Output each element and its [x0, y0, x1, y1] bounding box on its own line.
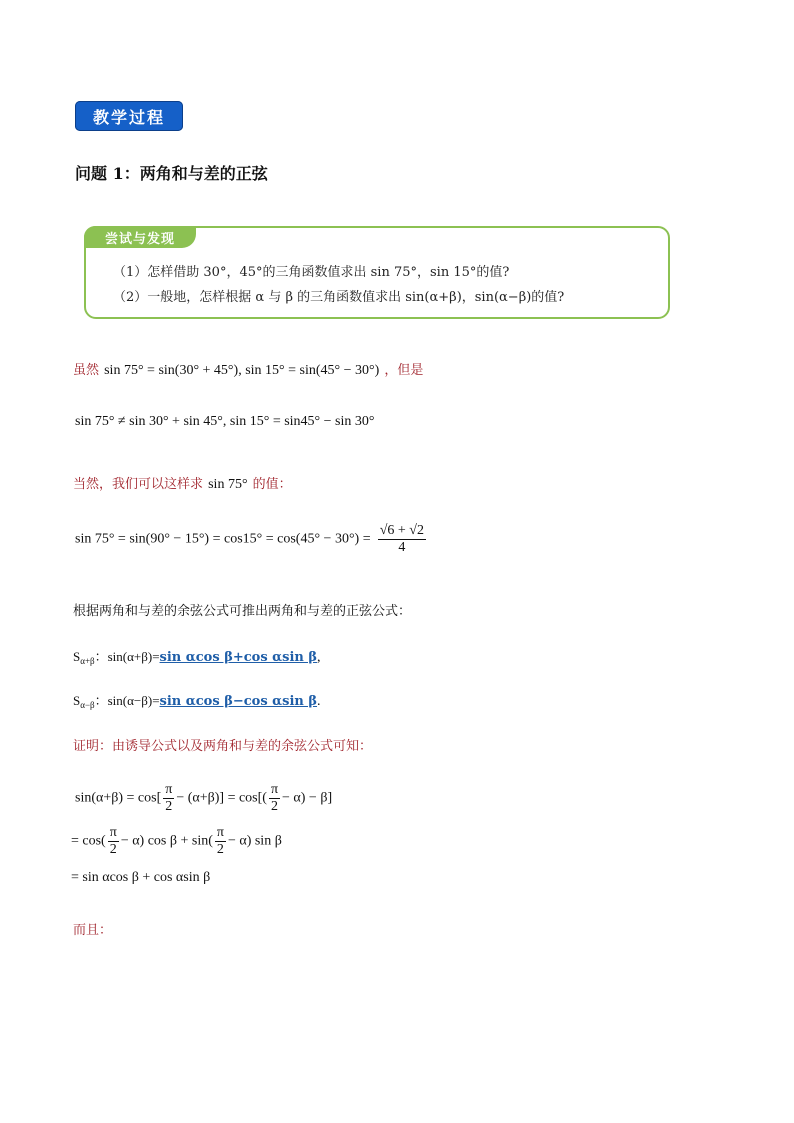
- two-denominator: 2: [165, 799, 173, 814]
- two-denominator: 2: [109, 842, 117, 857]
- formula-difference-end: .: [317, 694, 321, 709]
- question-title: 问题 1：两角和与差的正弦: [75, 164, 268, 183]
- proof-line-3: = sin αcos β + cos αsin β: [71, 870, 211, 885]
- moreover-text: 而且：: [73, 923, 113, 938]
- of-course-math: sin 75°: [208, 477, 248, 492]
- proof-line-1-b: − (α+β)] = cos[(: [176, 790, 267, 806]
- try-question-2: （2）一般地，怎样根据 α 与 β 的三角函数值求出 sin(α+β)，sin(α−β)的值?: [113, 290, 565, 305]
- section-badge: [75, 101, 183, 131]
- formula-difference-lhs: ：sin(α−β)=: [94, 693, 160, 708]
- sin75-fraction-numerator: √6 + √2: [379, 523, 424, 538]
- proof-intro: 证明：由诱导公式以及两角和与差的余弦公式可知：: [73, 739, 373, 754]
- try-discover-tab: [84, 226, 196, 248]
- formula-difference-answer: sin αcos β−cos αsin β: [159, 694, 318, 709]
- although-suffix: ，但是: [384, 363, 424, 378]
- proof-line-1: [75, 782, 332, 815]
- try-question-1: （1）怎样借助 30°，45°的三角函数值求出 sin 75°，sin 15°的值?: [113, 265, 510, 280]
- paragraph-although: [73, 359, 423, 379]
- pi-numerator: π: [216, 825, 224, 840]
- section-badge-label: 教学过程: [92, 108, 165, 127]
- two-denominator: 2: [216, 842, 224, 857]
- proof-line-1-c: − α) − β]: [282, 790, 333, 806]
- of-course-suffix: 的值：: [252, 477, 292, 492]
- pi-numerator: π: [270, 782, 279, 797]
- formula-sum-answer: sin αcos β+cos αsin β: [159, 650, 318, 665]
- pi-numerator: π: [165, 782, 173, 797]
- sin75-computation: [75, 523, 428, 556]
- formula-sum-lhs: ：sin(α+β)=: [94, 649, 160, 664]
- pi-over-2-fraction-1: [163, 782, 174, 815]
- although-math: sin 75° = sin(30° + 45°), sin 15° = sin(45° − 30°): [104, 363, 380, 378]
- try-discover-label: 尝试与发现: [104, 232, 175, 247]
- pi-over-2-fraction-4: [215, 825, 226, 858]
- paragraph-of-course: [73, 473, 292, 493]
- formula-difference-label: S: [73, 693, 81, 708]
- proof-line-2-b: − α) cos β + sin(: [120, 833, 213, 849]
- although-prefix: 虽然: [73, 363, 100, 378]
- proof-line-2: [71, 825, 282, 858]
- derivation-intro: 根据两角和与差的余弦公式可推出两角和与差的正弦公式：: [73, 604, 412, 619]
- sin75-fraction-denominator: 4: [398, 540, 406, 555]
- formula-sum-label-sub: α+β: [80, 656, 95, 666]
- sin75-fraction: [378, 523, 426, 556]
- formula-difference-label-sub: α−β: [80, 700, 95, 710]
- formula-sum-label: S: [73, 649, 81, 664]
- inequality-line: sin 75° ≠ sin 30° + sin 45°, sin 15° = sin45° − sin 30°: [75, 414, 375, 429]
- two-denominator: 2: [270, 799, 278, 814]
- proof-line-2-a: = cos(: [71, 833, 106, 849]
- pi-over-2-fraction-3: [108, 825, 119, 858]
- of-course-prefix: 当然，我们可以这样求: [73, 477, 204, 492]
- sin75-computation-math: sin 75° = sin(90° − 15°) = cos15° = cos(45° − 30°) =: [75, 531, 371, 547]
- pi-over-2-fraction-2: [269, 782, 280, 815]
- proof-line-2-c: − α) sin β: [227, 833, 282, 849]
- formula-sum: [73, 646, 321, 666]
- formula-sum-end: ,: [317, 650, 321, 665]
- formula-difference: [73, 690, 321, 710]
- pi-numerator: π: [109, 825, 117, 840]
- proof-line-1-a: sin(α+β) = cos[: [75, 790, 162, 806]
